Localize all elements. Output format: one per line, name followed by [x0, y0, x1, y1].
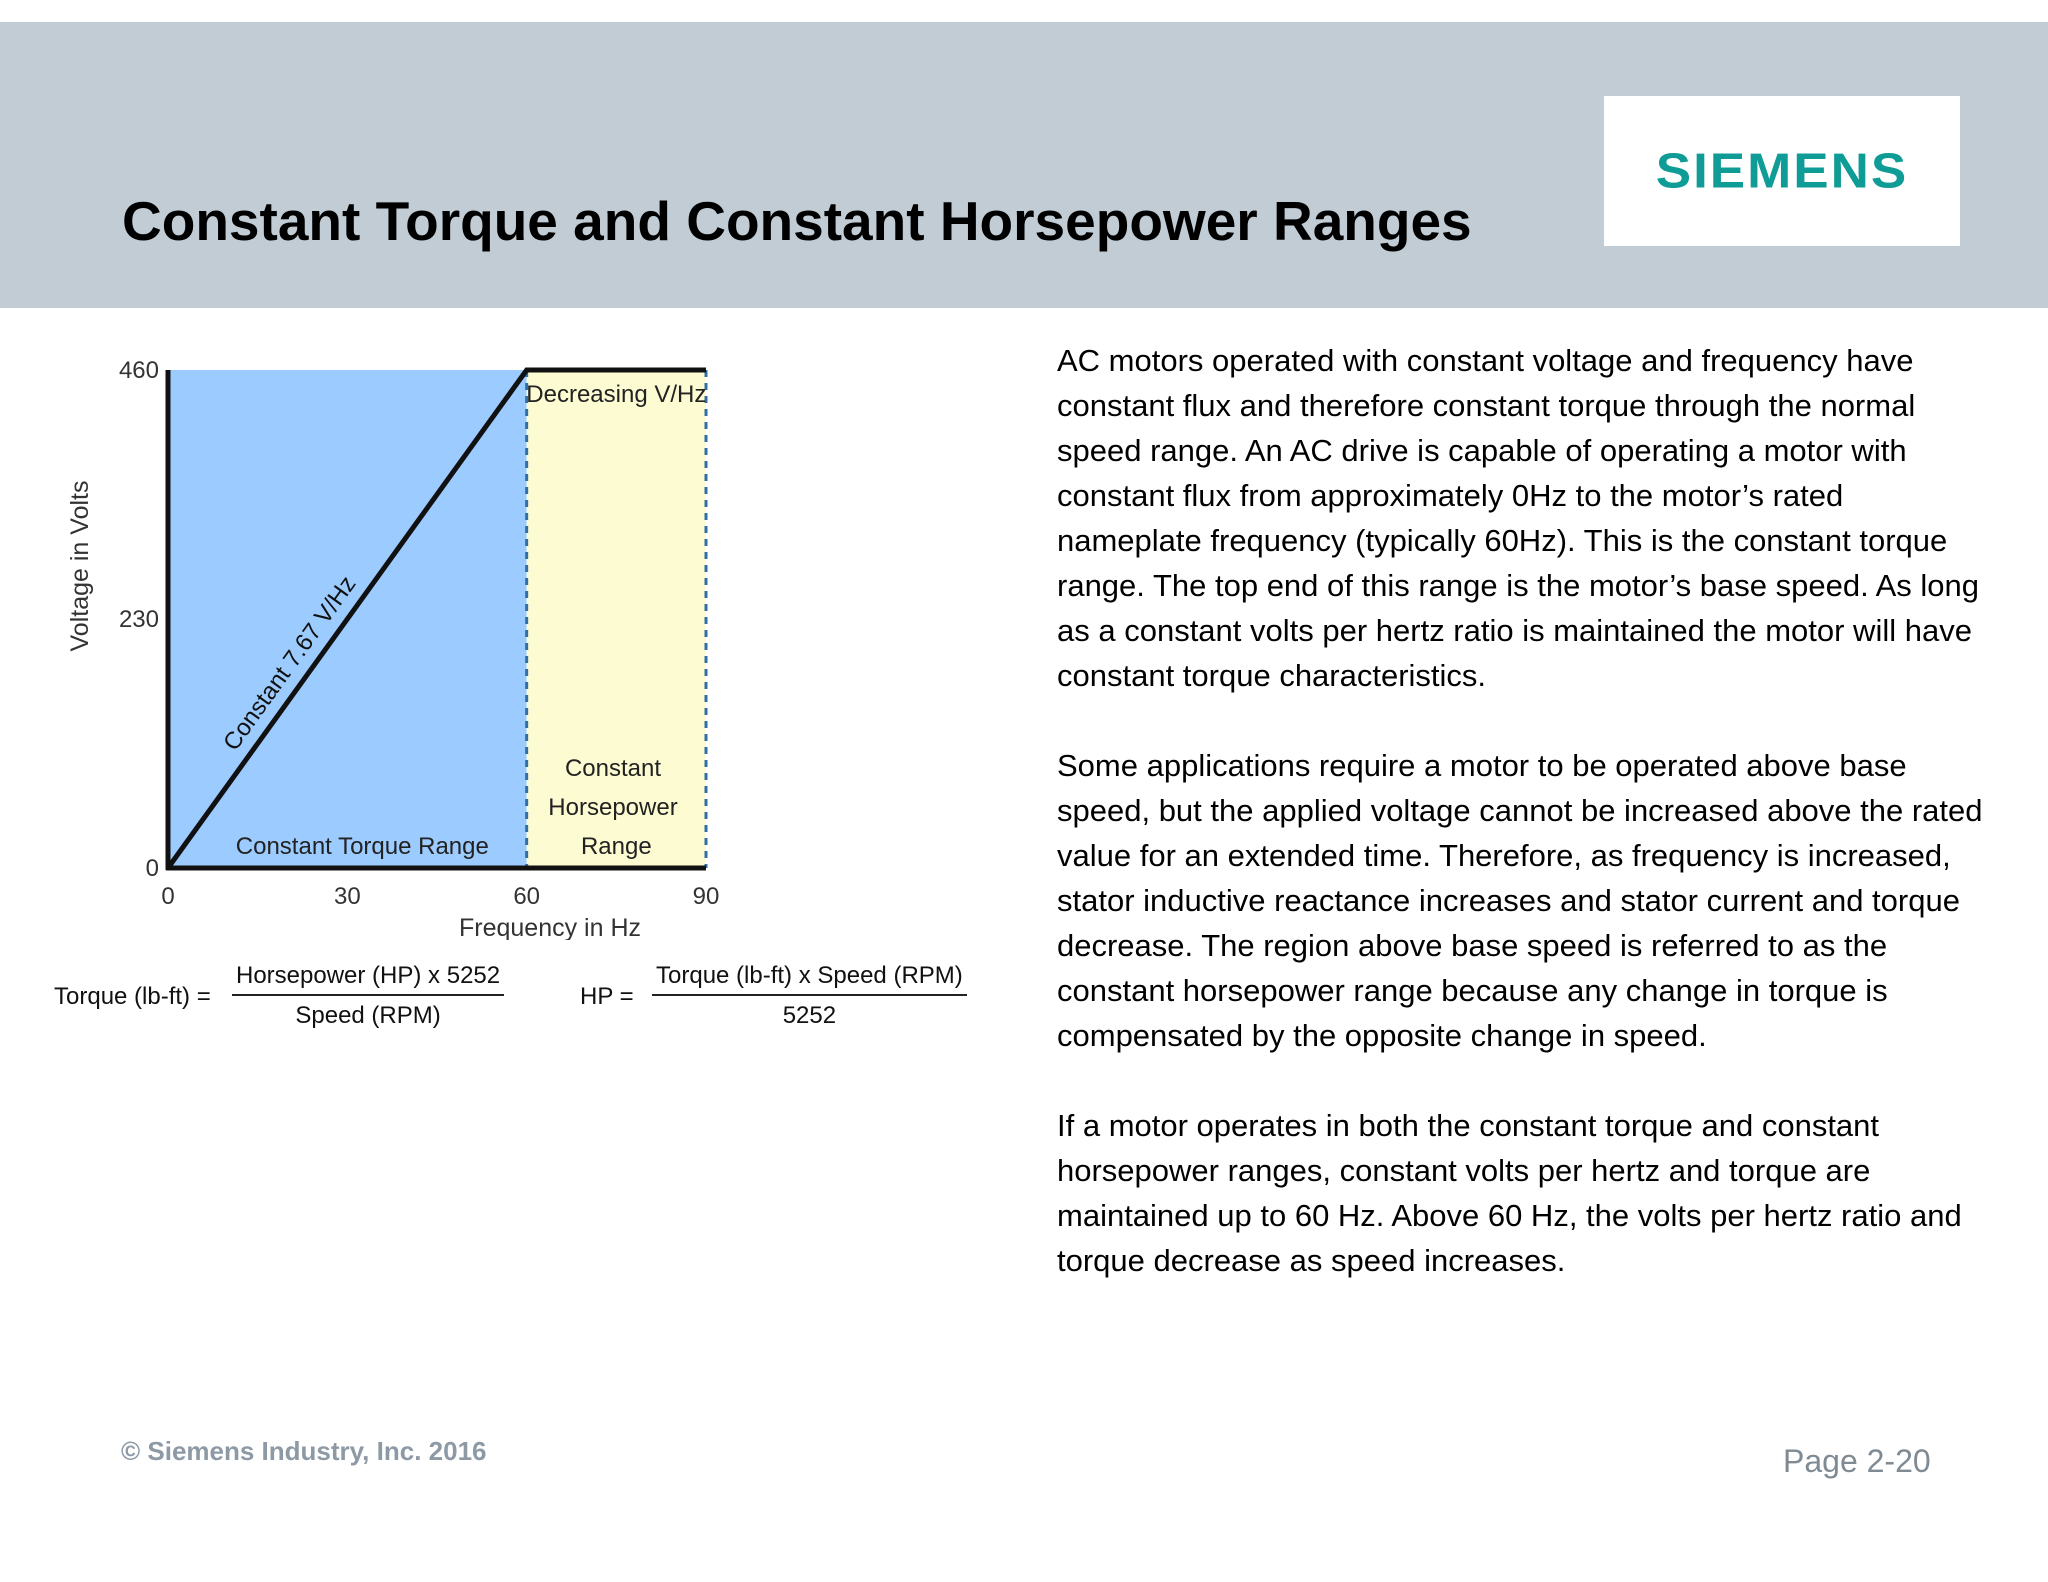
voltage-frequency-chart	[40, 340, 1000, 940]
constant-torque-range-label: Constant Torque Range	[235, 833, 489, 860]
hp-formula	[580, 962, 1000, 1032]
body-paragraph-1: AC motors operated with constant voltage and frequency have constant flux and therefore constant torque through the normal speed range. An AC drive is capable of operating a motor with constant flux from approximately 0Hz to the motor’s rated nameplate frequency (typically 60Hz). This is the constant torque range. The top end of this range is the motor’s base speed. As long as a constant volts per hertz ratio is maintained the motor will have constant torque characteristics.	[1057, 343, 1979, 693]
body-text	[1057, 338, 1987, 1328]
y-axis-label: Voltage in Volts	[66, 480, 94, 652]
y-tick-label: 460	[118, 357, 159, 384]
torque-formula-numerator: Horsepower (HP) x 5252	[232, 962, 504, 996]
hp-label-line-1: Constant	[564, 755, 662, 782]
x-tick-label: 30	[333, 883, 361, 910]
x-tick-label: 0	[161, 883, 175, 910]
hp-formula-numerator: Torque (lb-ft) x Speed (RPM)	[652, 962, 967, 996]
torque-formula-fraction	[232, 962, 504, 1030]
torque-formula-lhs: Torque (lb-ft) =	[54, 983, 211, 1010]
torque-formula-denominator: Speed (RPM)	[295, 1002, 441, 1029]
y-tick-label: 0	[145, 855, 159, 882]
hp-formula-fraction	[652, 962, 967, 1030]
y-tick-label: 230	[118, 606, 159, 633]
logo-text: SIEMENS	[1655, 143, 1909, 199]
hp-formula-denominator: 5252	[782, 1002, 837, 1029]
y-tick-labels	[119, 357, 159, 882]
body-paragraph-3: If a motor operates in both the constant torque and constant horsepower ranges, constant volts per hertz and torque are maintained up to 60 Hz. Above 60 Hz, the volts per hertz ratio and torque decrease as speed increases.	[1057, 1108, 1962, 1278]
body-paragraph-2: Some applications require a motor to be operated above base speed, but the applied voltage cannot be increased above the rated value for an extended time. Therefore, as frequency is increased, stator inductive reactance increases and stator current and torque decrease. The region above base speed is referred to as the constant horsepower range because any change in torque is compensated by the opposite change in speed.	[1057, 748, 1983, 1053]
slope-annotation: Constant 7.67 V/Hz	[218, 571, 362, 756]
x-tick-labels	[161, 883, 719, 910]
page-number: Page 2-20	[1783, 1443, 1931, 1479]
copyright-notice: © Siemens Industry, Inc. 2016	[121, 1436, 487, 1466]
siemens-logo	[1604, 96, 1960, 246]
slide-title: Constant Torque and Constant Horsepower Ranges	[122, 190, 1472, 252]
hp-label-line-3: Range	[580, 833, 652, 860]
hp-label-line-2: Horsepower	[548, 794, 678, 821]
x-tick-label: 60	[513, 883, 541, 910]
torque-formula	[54, 962, 554, 1032]
x-axis-label: Frequency in Hz	[458, 914, 642, 940]
decreasing-vhz-label: Decreasing V/Hz	[526, 381, 707, 408]
x-tick-label: 90	[692, 883, 720, 910]
hp-formula-lhs: HP =	[580, 983, 634, 1010]
